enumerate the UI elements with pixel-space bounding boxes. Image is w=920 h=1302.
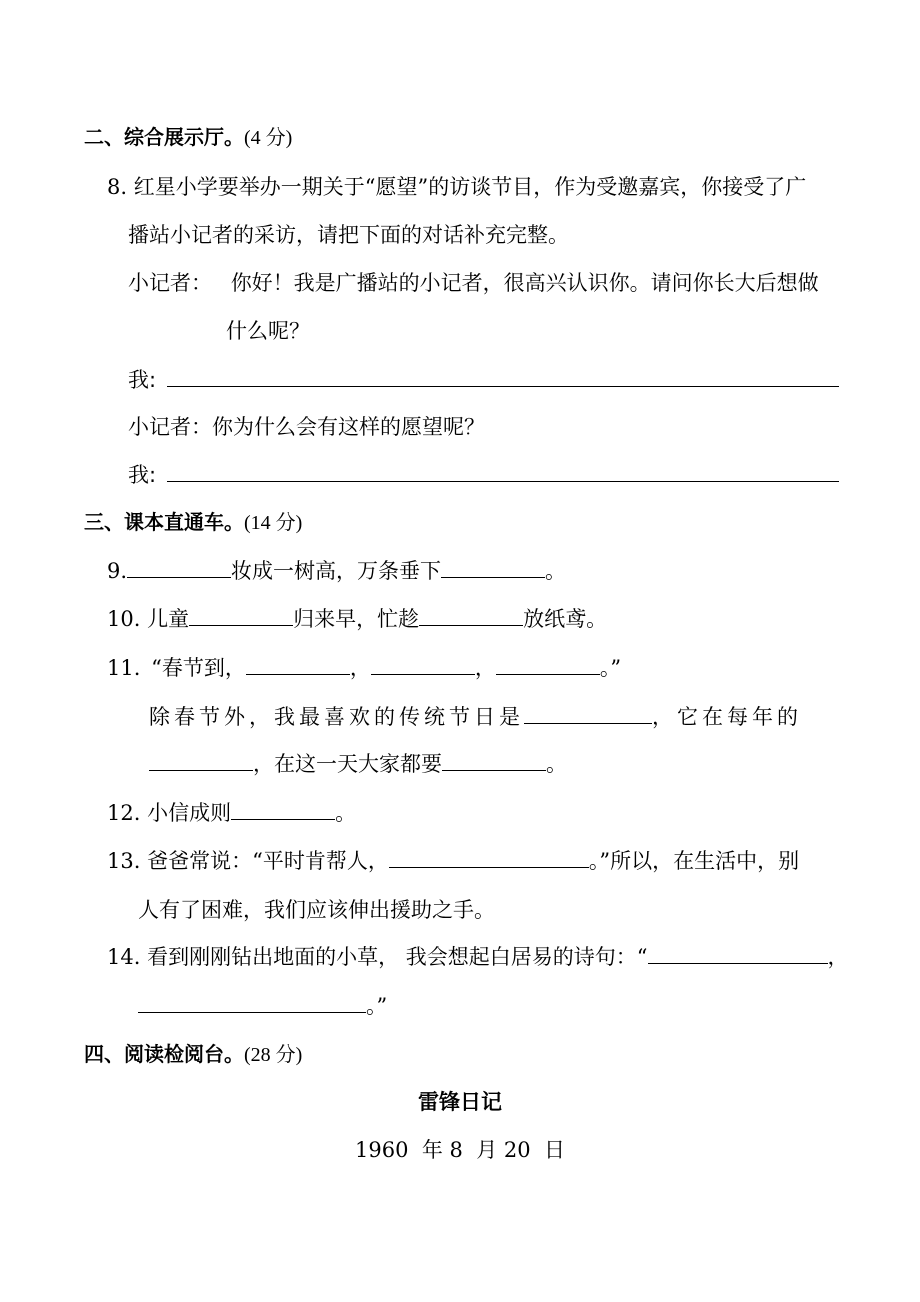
q11-line2-text2: ，它在每年的 [652,705,802,729]
q11-text1: “春节到， [151,656,246,680]
q13-line1 [107,847,799,875]
section4-title: 四、阅读检阅台。 [84,1042,244,1066]
q10-blank1[interactable] [189,605,293,626]
reporter-line1: 你好！我是广播站的小记者，很高兴认识你。请问你长大后想做 [230,271,819,295]
q11-blank4[interactable] [524,703,652,724]
section4-heading [84,1040,302,1069]
q10-text3: 放纸鸢。 [523,607,608,631]
reporter-line2: 什么呢？ [226,319,310,343]
me-answer2-blank[interactable] [167,461,839,482]
q10-text1: 儿童 [147,607,190,631]
q14-blank2[interactable] [138,992,366,1013]
me-answer2-row [128,461,839,489]
q9 [107,557,566,585]
section2-score: (4 分) [244,127,293,149]
q14-number: 14. [107,945,141,969]
q8-number: 8. [107,175,128,199]
article-date: 1960 年 8 月 20 日 [355,1138,565,1162]
q11-blank1[interactable] [246,654,350,675]
q11-line3-text2: 。 [546,752,567,776]
q13-line2: 人有了困难，我们应该伸出援助之手。 [138,898,495,922]
q9-blank1[interactable] [127,557,231,578]
reporter-question2-text: 小记者：你为什么会有这样的愿望呢？ [128,415,485,439]
q11-blank3[interactable] [496,654,600,675]
q14-text2: ， [827,945,849,969]
section3-title: 三、课本直通车。 [84,510,244,534]
q10 [107,605,607,633]
q10-text2: 归来早，忙趁 [293,607,420,631]
q9-number: 9. [107,559,128,583]
q14-text1: 看到刚刚钻出地面的小草， 我会想起白居易的诗句：“ [147,945,648,969]
q9-blank2[interactable] [441,557,545,578]
q14-blank1[interactable] [648,943,828,964]
q11-comma1: ， [349,656,371,680]
q11-line1 [107,654,621,682]
q11-line3-text1: ，在这一天大家都要 [253,752,442,776]
q12-number: 12. [107,801,141,825]
q10-number: 10. [107,607,141,631]
reporter-label: 小记者： [128,271,212,295]
reporter-question2 [128,413,485,441]
q11-line3 [149,750,567,778]
me-answer1-row [128,366,839,394]
q13-text1: 爸爸常说：“平时肯帮人， [147,849,389,873]
q9-text2: 。 [545,559,567,583]
me-label-2: 我: [128,463,157,487]
q12-blank[interactable] [231,799,335,820]
q10-blank2[interactable] [419,605,523,626]
q12 [107,799,356,827]
q11-line2-text1: 除春节外，我最喜欢的传统节日是 [149,705,524,729]
me-answer1-blank[interactable] [167,366,839,387]
q11-blank2[interactable] [371,654,475,675]
q9-text1: 妆成一树高，万条垂下 [231,559,442,583]
q13-blank[interactable] [389,847,589,868]
q14-text3: 。” [366,994,388,1018]
q12-text1: 小信成则 [147,801,232,825]
q11-number: 11. [107,656,141,680]
q8-text-line2: 播站小记者的采访，请把下面的对话补充完整。 [128,223,569,247]
q11-comma2: ， [474,656,496,680]
section4-score: (28 分) [244,1044,303,1066]
q11-blank5[interactable] [149,750,253,771]
q8-line1 [107,173,806,201]
q14-line1 [107,943,849,971]
article-title: 雷锋日记 [418,1090,502,1114]
q14-line2 [138,992,387,1020]
q13-number: 13. [107,849,141,873]
q11-line2 [149,703,802,731]
section2-heading [84,123,292,152]
section3-heading [84,508,302,537]
q11-blank6[interactable] [442,750,546,771]
q8-text-line1: 红星小学要举办一期关于“愿望”的访谈节目，作为受邀嘉宾，你接受了广 [133,175,807,199]
q13-text2: 。”所以，在生活中，别 [588,849,800,873]
section3-score: (14 分) [244,512,303,534]
q12-text2: 。 [335,801,357,825]
q11-text2: 。” [599,656,622,680]
reporter-question1 [128,269,819,297]
section2-title: 二、综合展示厅。 [84,125,244,149]
me-label-1: 我: [128,368,157,392]
